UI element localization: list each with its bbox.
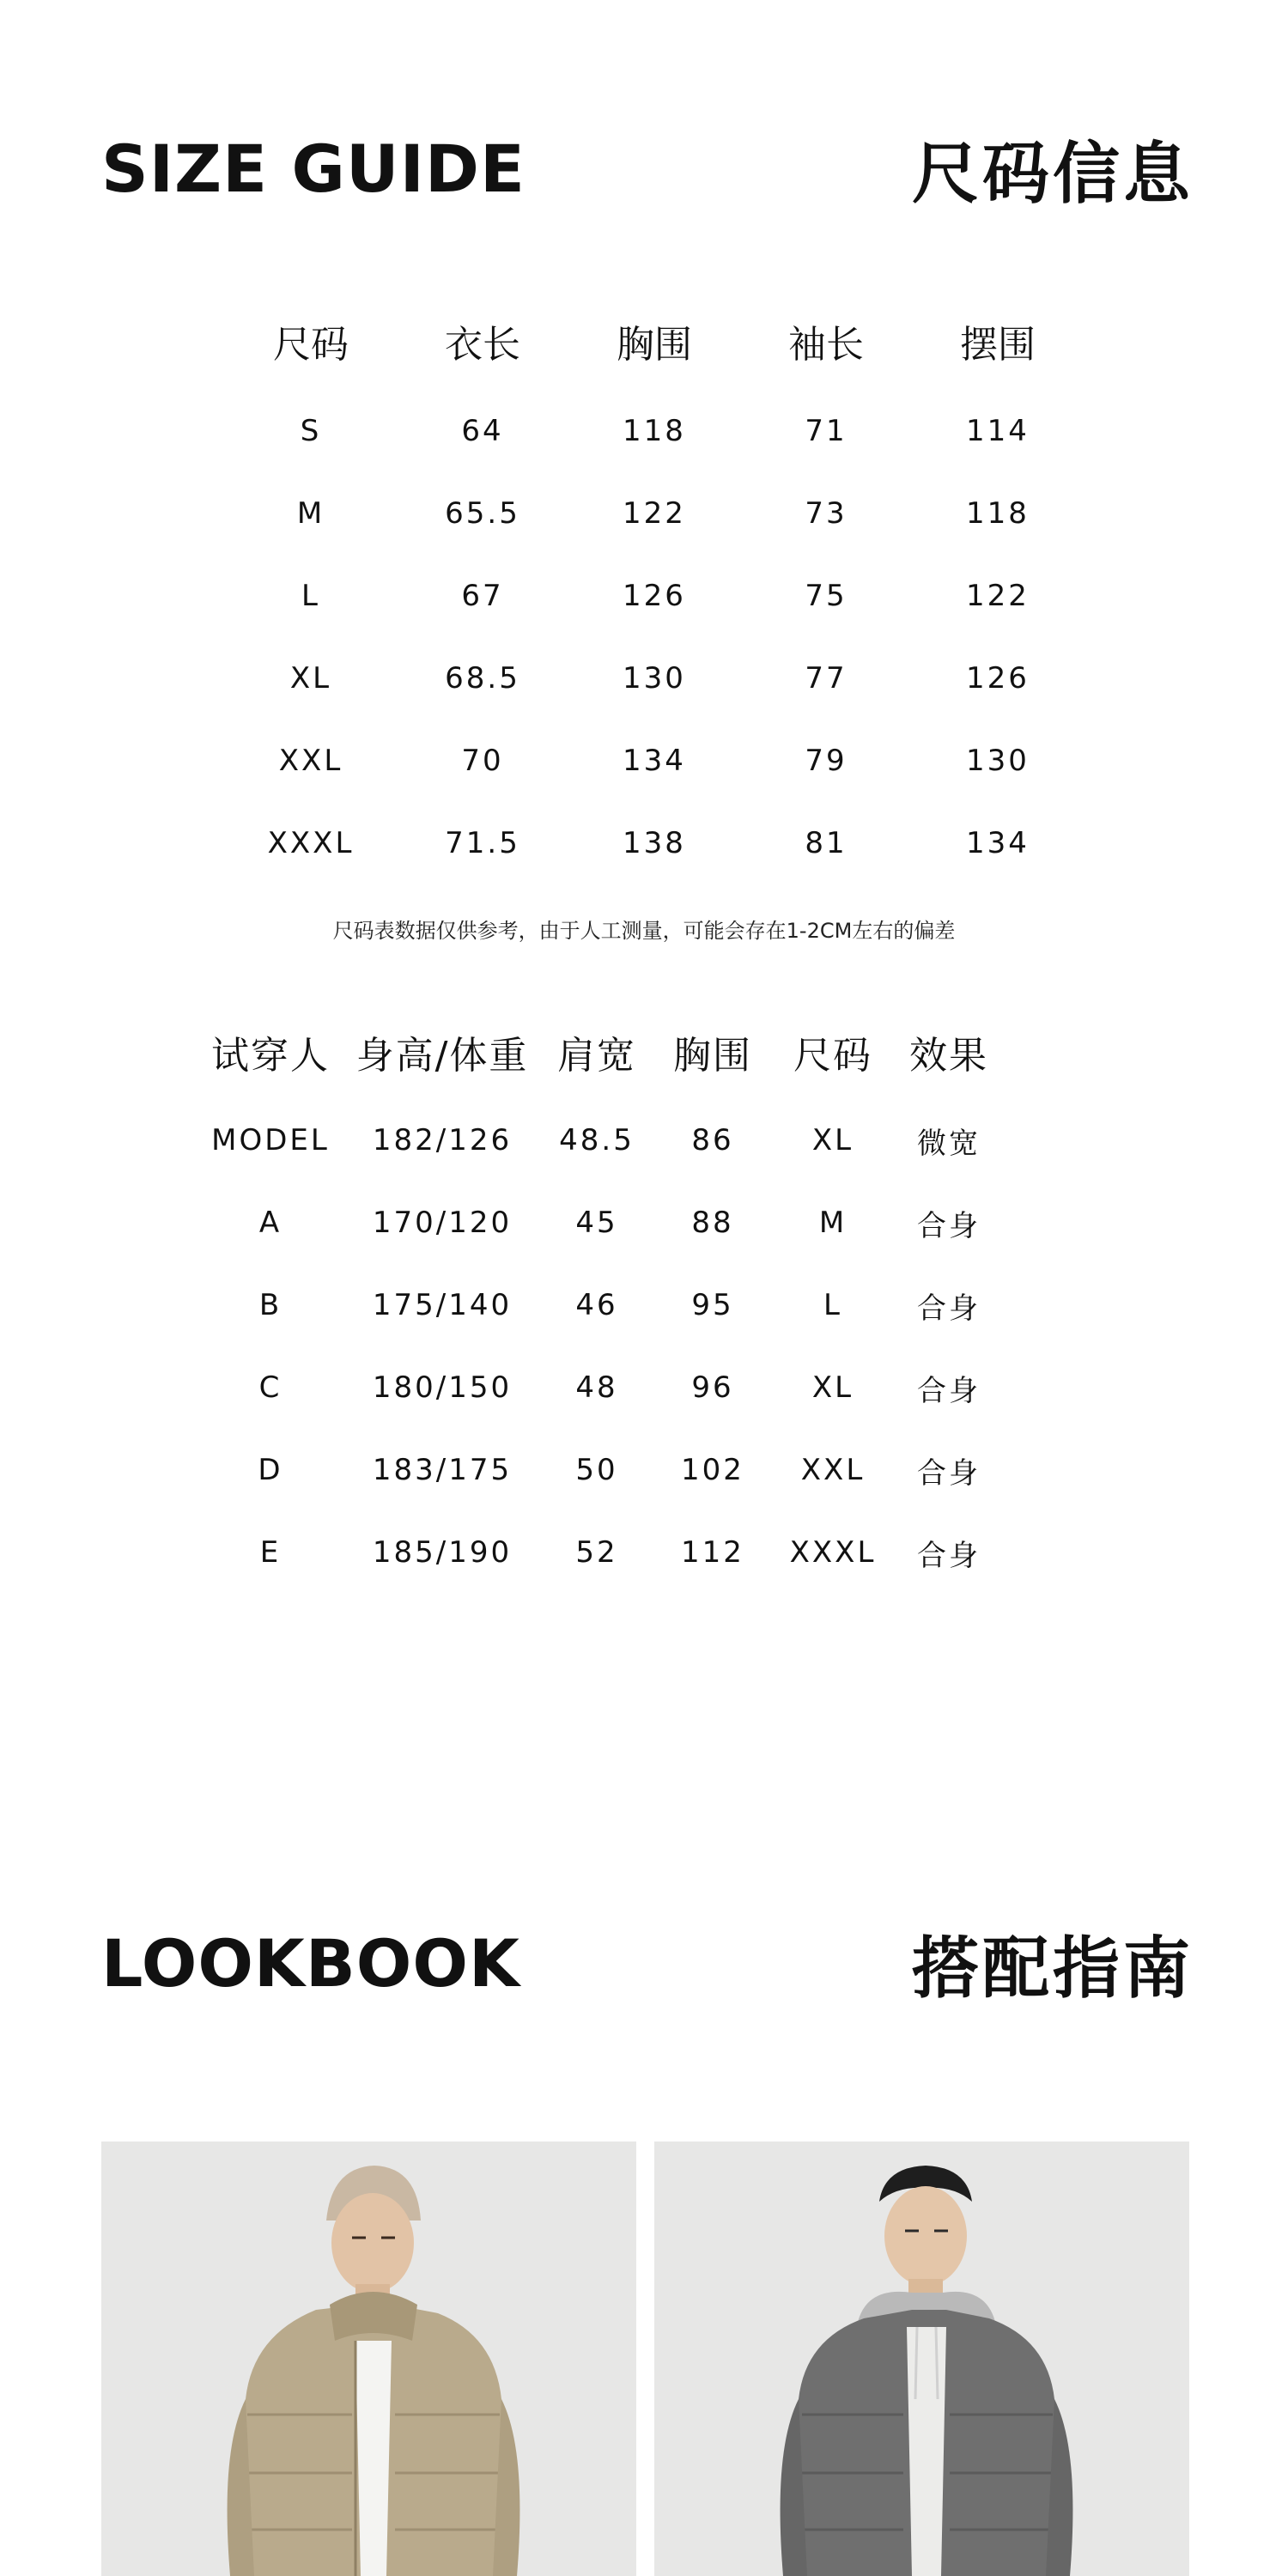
fit-table-row xyxy=(197,1264,1091,1346)
size-cell: M xyxy=(296,496,325,531)
size-col-header: 胸围 xyxy=(617,323,692,367)
size-table-header xyxy=(225,292,1084,390)
measurement-note: 尺码表数据仅供参考，由于人工测量，可能会存在1-2CM左右的偏差 xyxy=(332,919,956,943)
size-cell: 126 xyxy=(623,579,686,613)
fit-cell: 48.5 xyxy=(559,1123,635,1157)
fit-cell: D xyxy=(258,1453,283,1487)
lookbook-title-zh: 搭配指南 xyxy=(911,1930,1194,2008)
model-khaki-illustration xyxy=(101,2142,636,2576)
size-cell: 81 xyxy=(805,826,848,860)
size-guide-title-zh: 尺码信息 xyxy=(911,136,1194,213)
size-cell: 77 xyxy=(805,661,848,696)
size-guide-title-en: SIZE GUIDE xyxy=(101,130,526,207)
fit-cell: 合身 xyxy=(917,1291,981,1326)
fit-cell: 50 xyxy=(575,1453,618,1487)
size-cell: 67 xyxy=(461,579,504,613)
fit-cell: 合身 xyxy=(917,1538,981,1573)
fit-cell: 170/120 xyxy=(372,1206,513,1240)
fit-table-row xyxy=(197,1346,1091,1429)
size-table-row xyxy=(225,472,1084,555)
size-cell: 65.5 xyxy=(445,496,520,531)
fit-cell: 102 xyxy=(681,1453,744,1487)
fit-table-row xyxy=(197,1182,1091,1264)
size-col-header: 摆围 xyxy=(960,323,1036,367)
lookbook-photo-khaki xyxy=(101,2142,636,2576)
size-cell: 118 xyxy=(966,496,1030,531)
fit-table-header xyxy=(197,1005,1091,1099)
lookbook-header xyxy=(101,1915,1194,2011)
fit-cell: XXXL xyxy=(789,1535,877,1570)
fit-table-row xyxy=(197,1429,1091,1511)
fit-cell: 112 xyxy=(681,1535,744,1570)
fit-cell: 合身 xyxy=(917,1455,981,1491)
fit-cell: C xyxy=(258,1370,283,1405)
fit-cell: M xyxy=(818,1206,848,1240)
size-cell: 73 xyxy=(805,496,848,531)
size-table-row xyxy=(225,802,1084,884)
size-cell: XXL xyxy=(278,744,343,778)
fit-cell: XL xyxy=(811,1370,854,1405)
size-cell: 122 xyxy=(966,579,1030,613)
fit-cell: B xyxy=(258,1288,283,1322)
size-cell: 118 xyxy=(623,414,686,448)
fit-table-row xyxy=(197,1099,1091,1182)
fit-cell: 95 xyxy=(691,1288,734,1322)
size-cell: 134 xyxy=(966,826,1030,860)
fit-col-header: 试穿人 xyxy=(211,1034,330,1078)
fit-col-header: 身高/体重 xyxy=(355,1034,529,1078)
fit-cell: L xyxy=(823,1288,842,1322)
fit-cell: 88 xyxy=(691,1206,734,1240)
fit-cell: 合身 xyxy=(917,1373,981,1408)
fit-cell: A xyxy=(258,1206,283,1240)
size-cell: 79 xyxy=(805,744,848,778)
size-cell: 126 xyxy=(966,661,1030,696)
size-cell: L xyxy=(301,579,320,613)
size-col-header: 尺码 xyxy=(273,323,349,367)
size-cell: 71 xyxy=(805,414,848,448)
size-cell: 75 xyxy=(805,579,848,613)
fit-cell: 46 xyxy=(575,1288,618,1322)
size-col-header: 袖长 xyxy=(788,323,864,367)
size-cell: S xyxy=(300,414,322,448)
fit-col-header: 胸围 xyxy=(673,1034,752,1078)
fit-cell: 48 xyxy=(575,1370,618,1405)
size-cell: XL xyxy=(289,661,332,696)
fit-cell: 45 xyxy=(575,1206,618,1240)
size-cell: 138 xyxy=(623,826,686,860)
fit-cell: 180/150 xyxy=(372,1370,513,1405)
size-col-header: 衣长 xyxy=(445,323,520,367)
size-cell: XXXL xyxy=(267,826,355,860)
model-grey-illustration xyxy=(654,2142,1189,2576)
fit-table-row xyxy=(197,1511,1091,1594)
size-cell: 122 xyxy=(623,496,686,531)
fit-cell: 185/190 xyxy=(372,1535,513,1570)
fit-cell: XL xyxy=(811,1123,854,1157)
lookbook-title-en: LOOKBOOK xyxy=(101,1924,520,2002)
fit-cell: 86 xyxy=(691,1123,734,1157)
fit-cell: MODEL xyxy=(211,1123,330,1157)
fit-cell: 182/126 xyxy=(372,1123,513,1157)
size-cell: 114 xyxy=(966,414,1030,448)
size-cell: 68.5 xyxy=(445,661,520,696)
size-cell: 71.5 xyxy=(445,826,520,860)
size-table xyxy=(225,292,1084,884)
fit-col-header: 尺码 xyxy=(793,1034,872,1078)
fit-cell: E xyxy=(259,1535,282,1570)
size-table-row xyxy=(225,390,1084,472)
fit-cell: 175/140 xyxy=(372,1288,513,1322)
fit-cell: 52 xyxy=(575,1535,618,1570)
fit-cell: 96 xyxy=(691,1370,734,1405)
size-cell: 130 xyxy=(966,744,1030,778)
fit-cell: 合身 xyxy=(917,1208,981,1243)
fit-col-header: 效果 xyxy=(909,1034,988,1078)
size-cell: 130 xyxy=(623,661,686,696)
size-table-row xyxy=(225,555,1084,637)
size-guide-header xyxy=(101,120,1194,216)
lookbook-photo-grey xyxy=(654,2142,1189,2576)
fit-cell: 微宽 xyxy=(917,1126,981,1161)
fit-cell: XXL xyxy=(800,1453,866,1487)
size-cell: 64 xyxy=(461,414,504,448)
size-table-row xyxy=(225,637,1084,720)
size-cell: 134 xyxy=(623,744,686,778)
fit-cell: 183/175 xyxy=(372,1453,513,1487)
fit-table xyxy=(197,1005,1091,1594)
fit-col-header: 肩宽 xyxy=(557,1034,636,1078)
size-table-row xyxy=(225,720,1084,802)
size-cell: 70 xyxy=(461,744,504,778)
